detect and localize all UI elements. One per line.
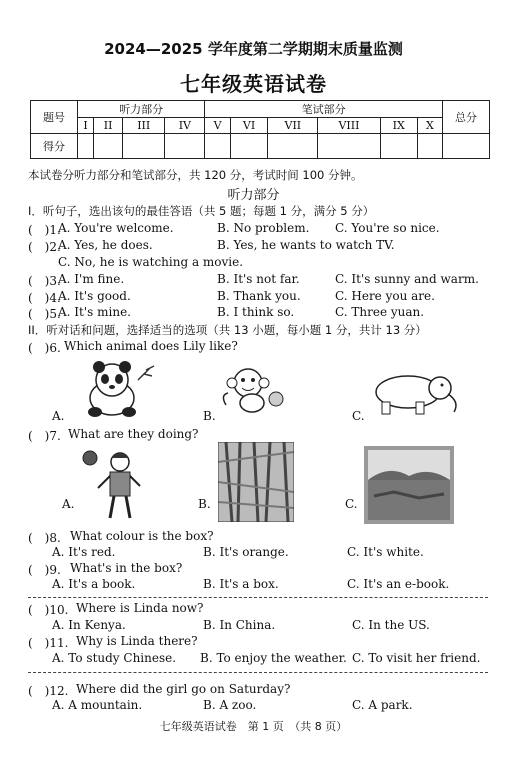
q4-number[interactable]: ( )4. (28, 291, 61, 305)
q10-question: Where is Linda now? (76, 601, 204, 615)
monkey-image (218, 365, 293, 415)
q10-option-b: B. In China. (203, 618, 276, 632)
exam-subtitle: 七年级英语试卷 (180, 72, 327, 96)
q11-question: Why is Linda there? (76, 634, 198, 648)
q11-option-b: B. To enjoy the weather. (200, 651, 347, 665)
q3-option-c: C. It's sunny and warm. (335, 272, 479, 286)
q4-option-b: B. Thank you. (217, 289, 301, 303)
col-header: VIII (318, 118, 380, 134)
forest-image (218, 442, 294, 522)
boy-image (78, 448, 153, 523)
q8-option-b: B. It's orange. (203, 545, 289, 559)
section-title: 听力部分 (227, 188, 280, 203)
score-cell[interactable] (318, 134, 380, 159)
q12-question: Where did the girl go on Saturday? (76, 682, 291, 696)
q12-number[interactable]: ( )12. (28, 684, 69, 698)
q12-option-b: B. A zoo. (203, 698, 257, 712)
q10-option-a: A. In Kenya. (52, 618, 126, 632)
score-cell[interactable] (268, 134, 318, 159)
q2-option-c: C. No, he is watching a movie. (58, 255, 244, 269)
score-cell[interactable] (123, 134, 165, 159)
score-cell[interactable] (230, 134, 268, 159)
score-cell[interactable] (165, 134, 205, 159)
landscape-image (364, 446, 454, 524)
q9-number[interactable]: ( )9. (28, 563, 61, 577)
score-table (30, 100, 490, 159)
q8-question: What colour is the box? (70, 529, 214, 543)
exam-title: 2024—2025 学年度第二学期期末质量监测 (104, 40, 403, 58)
q5-option-c: C. Three yuan. (335, 305, 425, 319)
score-cell[interactable] (380, 134, 417, 159)
q6-question: Which animal does Lily like? (64, 339, 238, 353)
col-header: I (78, 118, 94, 134)
col-header: II (94, 118, 123, 134)
score-label: 得分 (31, 134, 78, 159)
q10-number[interactable]: ( )10. (28, 603, 69, 617)
q5-option-b: B. I think so. (217, 305, 295, 319)
q3-option-a: A. I'm fine. (58, 272, 125, 286)
q3-option-b: B. It's not far. (217, 272, 300, 286)
q2-number[interactable]: ( )2. (28, 240, 61, 254)
exam-intro: 本试卷分听力部分和笔试部分，共 120 分，考试时间 100 分钟。 (28, 168, 363, 182)
q6-option-c: C. (352, 409, 365, 423)
q1-number[interactable]: ( )1. (28, 223, 61, 237)
part2-heading: II．听对话和问题，选择适当的选项（共 13 小题，每小题 1 分，共计 13 分） (28, 323, 427, 337)
q10-option-c: C. In the US. (352, 618, 430, 632)
q11-number[interactable]: ( )11. (28, 636, 69, 650)
col-header: VII (268, 118, 318, 134)
q9-question: What's in the box? (70, 561, 183, 575)
score-cell[interactable] (205, 134, 230, 159)
col-header: III (123, 118, 165, 134)
q7-number[interactable]: ( )7. (28, 429, 61, 443)
score-cell[interactable] (94, 134, 123, 159)
part1-heading: I．听句子，选出该句的最佳答语（共 5 题；每题 1 分，满分 5 分） (28, 204, 375, 218)
panda-image (80, 360, 160, 418)
col-header: X (417, 118, 442, 134)
q4-option-c: C. Here you are. (335, 289, 435, 303)
total-label: 总分 (443, 101, 490, 134)
q1-option-a: A. You're welcome. (58, 221, 174, 235)
q9-option-b: B. It's a box. (203, 577, 279, 591)
q8-option-c: C. It's white. (347, 545, 424, 559)
q8-option-a: A. It's red. (52, 545, 116, 559)
score-cell[interactable] (78, 134, 94, 159)
q9-option-a: A. It's a book. (52, 577, 136, 591)
q1-option-b: B. No problem. (217, 221, 310, 235)
q7-option-a: A. (62, 497, 75, 511)
q9-option-c: C. It's an e-book. (347, 577, 450, 591)
listening-label: 听力部分 (78, 101, 205, 118)
q11-option-c: C. To visit her friend. (352, 651, 481, 665)
writing-label: 笔试部分 (205, 101, 443, 118)
score-cell[interactable] (417, 134, 442, 159)
col-header: V (205, 118, 230, 134)
total-score-cell[interactable] (443, 134, 490, 159)
q7-question: What are they doing? (68, 427, 199, 441)
col-header: VI (230, 118, 268, 134)
q3-number[interactable]: ( )3. (28, 274, 61, 288)
col-header: IV (165, 118, 205, 134)
q2-option-a: A. Yes, he does. (58, 238, 153, 252)
q7-option-c: C. (345, 497, 358, 511)
q6-number[interactable]: ( )6. (28, 341, 61, 355)
q6-option-b: B. (203, 409, 216, 423)
q6-option-a: A. (52, 409, 65, 423)
divider (28, 597, 488, 598)
q5-number[interactable]: ( )5. (28, 307, 61, 321)
q5-option-a: A. It's mine. (58, 305, 131, 319)
q4-option-a: A. It's good. (58, 289, 131, 303)
elephant-image (368, 370, 468, 418)
q7-option-b: B. (198, 497, 211, 511)
page-footer: 七年级英语试卷 第 1 页 （共 8 页） (159, 720, 348, 733)
q12-option-c: C. A park. (352, 698, 413, 712)
divider (28, 672, 488, 673)
q1-option-c: C. You're so nice. (335, 221, 440, 235)
q11-option-a: A. To study Chinese. (52, 651, 177, 665)
q12-option-a: A. A mountain. (52, 698, 143, 712)
q8-number[interactable]: ( )8. (28, 531, 61, 545)
q2-option-b: B. Yes, he wants to watch TV. (217, 238, 395, 252)
col-header: IX (380, 118, 417, 134)
tihao-label: 题号 (31, 101, 78, 134)
